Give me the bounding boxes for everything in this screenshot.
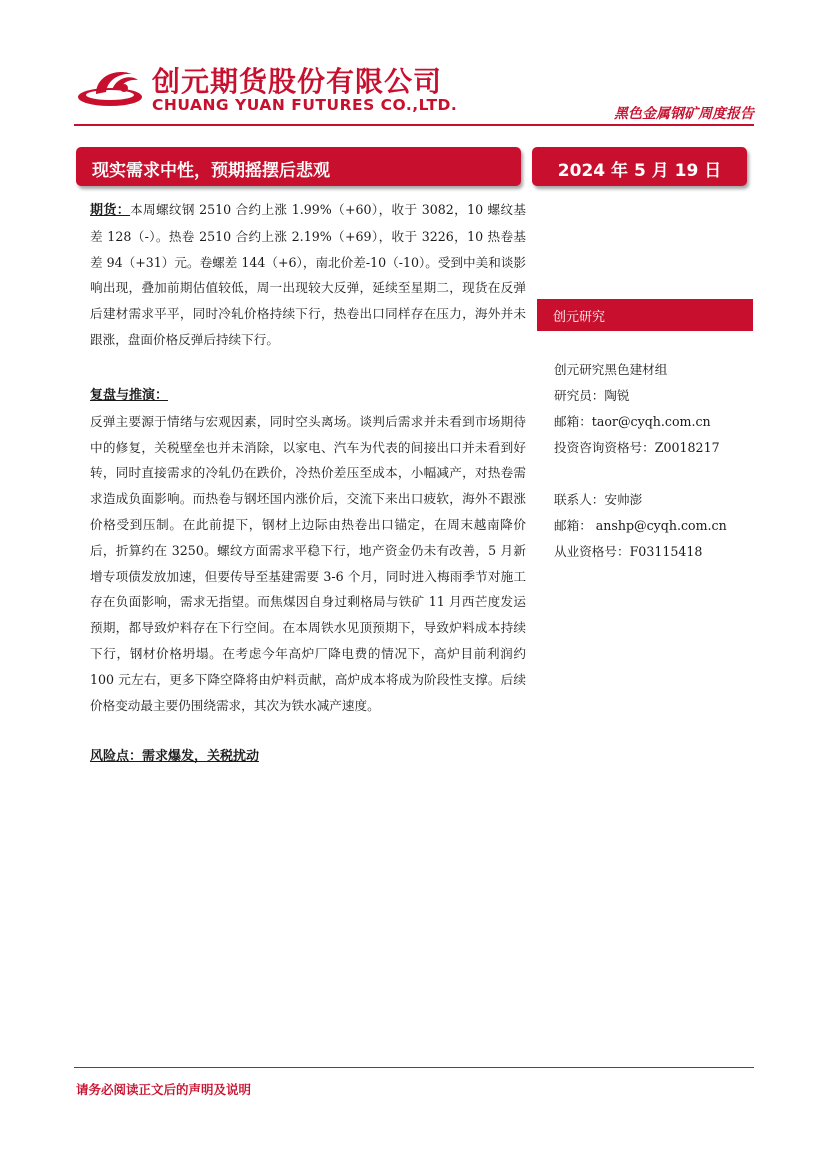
sidebar-header	[537, 299, 753, 331]
company-name-cn: 创元期货股份有限公司	[152, 65, 443, 98]
sidebar-header-label: 创元研究	[553, 310, 606, 325]
company-logo-icon	[76, 64, 156, 110]
risk-label: 风险点：需求爆发，关税扰动	[90, 749, 260, 765]
header-divider	[74, 124, 754, 126]
date-banner	[532, 147, 747, 186]
review-label: 复盘与推演：	[90, 387, 169, 403]
futures-text: 本周螺纹钢 2510 合约上涨 1.99%（+60），收于 3082，10 螺纹基差 128（-）。热卷 2510 合约上涨 2.19%（+69），收于 3226，10 热卷基差 94（+31）元。卷螺差 144（+6），南北价差-10（-10）。受到中美和谈影响出现，叠加前期估值较低，周一出现较大反弹，延续至星期二，现货在反弹后建材需求平平，同时冷轧价格持续下行，热卷出口同样存在压力，海外并未跟涨，盘面价格反弹后持续下行。	[90, 202, 527, 347]
contact-license: 从业资格号：F03115418	[554, 544, 703, 559]
report-date: 2024 年 5 月 19 日	[557, 161, 722, 181]
footer-divider	[74, 1067, 754, 1068]
researcher-name: 研究员：陶锐	[554, 388, 630, 403]
report-type: 黑色金属钢矿周度报告	[614, 106, 754, 122]
company-name-en: CHUANG YUAN FUTURES CO.,LTD.	[152, 96, 458, 114]
review-paragraph: 反弹主要源于情绪与宏观因素，同时空头离场。谈判后需求并未看到市场期待中的修复，关税壁垒也并未消除，以家电、汽车为代表的间接出口并未看到好转，同时直接需求的冷轧仍在跌价，冷热价差压至成本，小幅减产，对热卷需求造成负面影响。而热卷与钢坯国内涨价后，交流下来出口疲软，海外不跟涨价格受到压制。在此前提下，钢材上边际由热卷出口锚定，在周末越南降价后，折算约在 3250。螺纹方面需求平稳下行，地产资金仍未有改善，5 月新增专项债发放加速，但要传导至基建需要 3-6 个月，同时进入梅雨季节对施工存在负面影响，需求无指望。而焦煤因自身过剩格局与铁矿 11 月西芒度发运预期，都导致炉料存在下行空间。在本周铁水见顶预期下，导致炉料成本持续下行，钢材价格坍塌。在考虑今年高炉厂降电费的情况下，高炉目前利润约 100 元左右，更多下降空降将由炉料贡献，高炉成本将成为阶段性支撑。后续价格变动最主要仍围绕需求，其次为铁水减产速度。	[90, 413, 526, 713]
contact-name: 联系人：安帅澎	[554, 492, 643, 507]
contact-email: 邮箱： anshp@cyqh.com.cn	[554, 518, 727, 533]
futures-paragraph	[90, 197, 526, 353]
title-banner	[76, 147, 521, 186]
researcher-email: 邮箱：taor@cyqh.com.cn	[554, 414, 711, 429]
researcher-license: 投资咨询资格号：Z0018217	[554, 440, 720, 455]
futures-label: 期货：	[90, 203, 131, 218]
research-group: 创元研究黑色建材组	[554, 362, 668, 377]
main-content	[90, 197, 526, 770]
report-title: 现实需求中性，预期摇摆后悲观	[92, 161, 330, 181]
sidebar-contact-info	[554, 487, 727, 565]
sidebar-research-info	[554, 357, 720, 461]
footer-disclaimer: 请务必阅读正文后的声明及说明	[76, 1082, 252, 1097]
